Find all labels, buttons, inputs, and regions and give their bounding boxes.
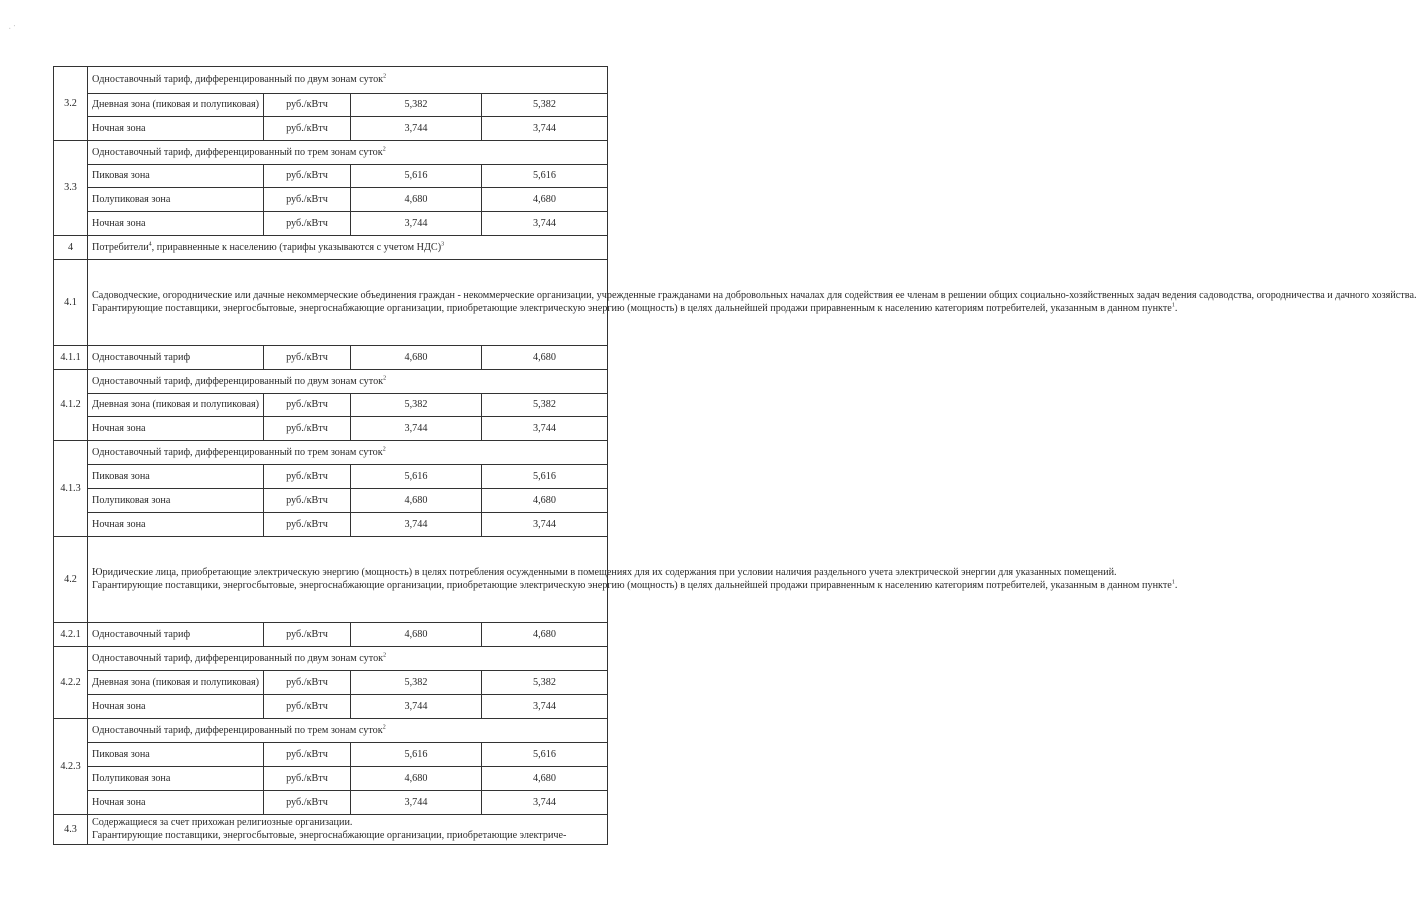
value-period-1: 5,616 [351, 743, 482, 767]
unit-cell: руб./кВтч [264, 394, 351, 417]
value-period-2: 4,680 [482, 623, 608, 647]
value-period-1: 3,744 [351, 513, 482, 537]
value-period-1: 5,382 [351, 671, 482, 695]
tariff-zone-label: Ночная зона [88, 117, 264, 141]
table-row [54, 513, 608, 537]
table-row [54, 441, 608, 465]
table-row [54, 767, 608, 791]
tariff-zone-label: Ночная зона [88, 791, 264, 815]
value-period-1: 4,680 [351, 767, 482, 791]
section-heading [88, 441, 608, 465]
description-paragraph: Гарантирующие поставщики, энергосбытовые, энергоснабжающие организации, приобретающие электрическую энергию (мощность) в целях дальнейшей продажи приравненным к населению категориям потребителей, указанным в данном пункте$^1$. [92, 579, 1178, 591]
row-number: 3.2 [54, 67, 88, 141]
unit-cell: руб./кВтч [264, 489, 351, 513]
tariff-zone-label: Пиковая зона [88, 465, 264, 489]
table-row [54, 695, 608, 719]
table-row [54, 165, 608, 188]
table-row [54, 743, 608, 767]
heading-text: Одноставочный тариф, дифференцированный по трем зонам суток [92, 446, 383, 458]
unit-cell: руб./кВтч [264, 94, 351, 117]
row-number: 4 [54, 236, 88, 260]
value-period-2: 4,680 [482, 188, 608, 212]
row-number: 4.3 [54, 815, 88, 845]
table-row [54, 117, 608, 141]
footnote-mark: 2 [382, 724, 386, 731]
heading-text: Одноставочный тариф, дифференцированный по двум зонам суток [92, 74, 384, 85]
table-row [54, 394, 608, 417]
description-paragraph: Юридические лица, приобретающие электрическую энергию (мощность) в целях потребления осужденными в помещениях для их содержания при условии наличия раздельного учета электрической энергии для указанных помещений. [92, 567, 1117, 579]
table-row [54, 67, 608, 94]
table-row [54, 719, 608, 743]
table-row [54, 671, 608, 695]
value-period-2: 4,680 [482, 767, 608, 791]
tariff-zone-label: Ночная зона [88, 695, 264, 719]
unit-cell: руб./кВтч [264, 165, 351, 188]
footnote-mark: 2 [383, 652, 387, 659]
tariff-zone-label: Полупиковая зона [88, 188, 264, 212]
category-description [88, 260, 1417, 346]
unit-cell: руб./кВтч [264, 767, 351, 791]
heading-text-tail: , приравненные к населению (тарифы указываются с учетом НДС) [151, 241, 442, 253]
heading-text: Одноставочный тариф, дифференцированный по трем зонам суток [92, 146, 383, 158]
unit-cell: руб./кВтч [264, 188, 351, 212]
value-period-1: 5,382 [351, 394, 482, 417]
section-heading [88, 370, 608, 394]
unit-cell: руб./кВтч [264, 743, 351, 767]
table-row [54, 647, 608, 671]
value-period-1: 4,680 [351, 623, 482, 647]
unit-cell: руб./кВтч [264, 671, 351, 695]
description-paragraph [92, 830, 603, 842]
value-period-2: 4,680 [482, 346, 608, 370]
table-row [54, 236, 608, 260]
row-number: 4.1.2 [54, 370, 88, 441]
value-period-2: 5,616 [482, 465, 608, 489]
description-paragraph: Гарантирующие поставщики, энергосбытовые, энергоснабжающие организации, приобретающие электрическую энергию (мощность) в целях дальнейшей продажи приравненным к населению категориям потребителей, указанным в данном пункте$^1$. [92, 302, 1178, 314]
value-period-1: 4,680 [351, 489, 482, 513]
value-period-1: 5,616 [351, 465, 482, 489]
row-number: 3.3 [54, 141, 88, 236]
section-heading [88, 141, 608, 165]
value-period-2: 4,680 [482, 489, 608, 513]
value-period-1: 3,744 [351, 791, 482, 815]
footnote-mark: 2 [382, 446, 386, 453]
tariff-zone-label: Ночная зона [88, 417, 264, 441]
unit-cell: руб./кВтч [264, 695, 351, 719]
value-period-1: 3,744 [351, 417, 482, 441]
section-heading [88, 647, 608, 671]
description-paragraph: Садоводческие, огороднические или дачные некоммерческие объединения граждан - некоммерческие организации, учрежденные гражданами на добровольных началах для содействия ее членам в решении общих социально-хозяйственных задач ведения садоводства, огородничества и дачного хозяйства. [92, 290, 1417, 302]
row-number: 4.2.2 [54, 647, 88, 719]
unit-cell: руб./кВтч [264, 513, 351, 537]
row-number: 4.2.3 [54, 719, 88, 815]
footnote-mark: 2 [383, 375, 387, 382]
tariff-zone-label: Пиковая зона [88, 743, 264, 767]
row-number: 4.1 [54, 260, 88, 346]
value-period-2: 3,744 [482, 695, 608, 719]
section-heading [88, 67, 608, 94]
table-row [54, 94, 608, 117]
row-number: 4.1.1 [54, 346, 88, 370]
footnote-mark: 3 [441, 241, 445, 248]
value-period-1: 5,616 [351, 165, 482, 188]
tariff-zone-label: Дневная зона (пиковая и полупиковая) [88, 671, 264, 695]
tariff-zone-label: Пиковая зона [88, 165, 264, 188]
value-period-1: 5,382 [351, 94, 482, 117]
row-number: 4.2 [54, 537, 88, 623]
corner-mark: · · [6, 20, 19, 34]
tariff-zone-label: Ночная зона [88, 513, 264, 537]
heading-text: Одноставочный тариф, дифференцированный по трем зонам суток [92, 724, 383, 736]
footnote-mark: 2 [383, 73, 387, 80]
description-paragraph: Содержащиеся за счет прихожан религиозные организации. [92, 817, 353, 829]
value-period-2: 3,744 [482, 791, 608, 815]
section-heading [88, 236, 608, 260]
description-text: Гарантирующие поставщики, энергосбытовые, энергоснабжающие организации, приобретающие электрическую энергию (мощность) в целях дальнейшей продажи приравненным к населению категориям потребителей, указанным в данном пункте [92, 302, 1172, 314]
tariff-zone-label: Одноставочный тариф [88, 346, 264, 370]
heading-text: Одноставочный тариф, дифференцированный по двум зонам суток [92, 375, 384, 387]
section-heading [88, 719, 608, 743]
table-row [54, 623, 608, 647]
value-period-1: 4,680 [351, 346, 482, 370]
description-text: Гарантирующие поставщики, энергосбытовые, энергоснабжающие организации, приобретающие электриче- [92, 829, 567, 841]
unit-cell: руб./кВтч [264, 465, 351, 489]
value-period-2: 5,382 [482, 394, 608, 417]
table-row [54, 212, 608, 236]
tariff-zone-label: Дневная зона (пиковая и полупиковая) [88, 394, 264, 417]
description-text: Гарантирующие поставщики, энергосбытовые, энергоснабжающие организации, приобретающие электрическую энергию (мощность) в целях дальнейшей продажи приравненным к населению категориям потребителей, указанным в данном пункте [92, 579, 1172, 591]
value-period-2: 5,382 [482, 94, 608, 117]
tariff-table [53, 66, 1417, 845]
unit-cell: руб./кВтч [264, 417, 351, 441]
unit-cell: руб./кВтч [264, 791, 351, 815]
footnote-mark: 4 [148, 241, 152, 248]
row-number: 4.2.1 [54, 623, 88, 647]
unit-cell: руб./кВтч [264, 623, 351, 647]
row-number: 4.1.3 [54, 441, 88, 537]
unit-cell: руб./кВтч [264, 346, 351, 370]
table-row [54, 815, 608, 845]
footnote-mark: 1 [1171, 302, 1175, 309]
table-row [54, 188, 608, 212]
value-period-2: 3,744 [482, 117, 608, 141]
table-row [54, 537, 608, 623]
table-row [54, 791, 608, 815]
table-row [54, 141, 608, 165]
footnote-mark: 2 [382, 146, 386, 153]
value-period-1: 3,744 [351, 695, 482, 719]
heading-text: Потребители [92, 241, 149, 253]
table-row [54, 417, 608, 441]
value-period-1: 4,680 [351, 188, 482, 212]
value-period-2: 3,744 [482, 212, 608, 236]
tariff-zone-label: Дневная зона (пиковая и полупиковая) [88, 94, 264, 117]
table-row [54, 489, 608, 513]
category-description [88, 537, 1178, 623]
value-period-1: 3,744 [351, 117, 482, 141]
value-period-2: 5,616 [482, 165, 608, 188]
tariff-zone-label: Одноставочный тариф [88, 623, 264, 647]
value-period-2: 5,382 [482, 671, 608, 695]
value-period-2: 3,744 [482, 417, 608, 441]
category-description [88, 815, 608, 845]
table-row [54, 260, 608, 346]
value-period-2: 3,744 [482, 513, 608, 537]
tariff-zone-label: Ночная зона [88, 212, 264, 236]
tariff-zone-label: Полупиковая зона [88, 489, 264, 513]
table-row [54, 370, 608, 394]
heading-text: Одноставочный тариф, дифференцированный по двум зонам суток [92, 652, 384, 664]
value-period-1: 3,744 [351, 212, 482, 236]
value-period-2: 5,616 [482, 743, 608, 767]
unit-cell: руб./кВтч [264, 212, 351, 236]
footnote-mark: 1 [1171, 579, 1175, 586]
table-row [54, 346, 608, 370]
tariff-zone-label: Полупиковая зона [88, 767, 264, 791]
unit-cell: руб./кВтч [264, 117, 351, 141]
table-row [54, 465, 608, 489]
